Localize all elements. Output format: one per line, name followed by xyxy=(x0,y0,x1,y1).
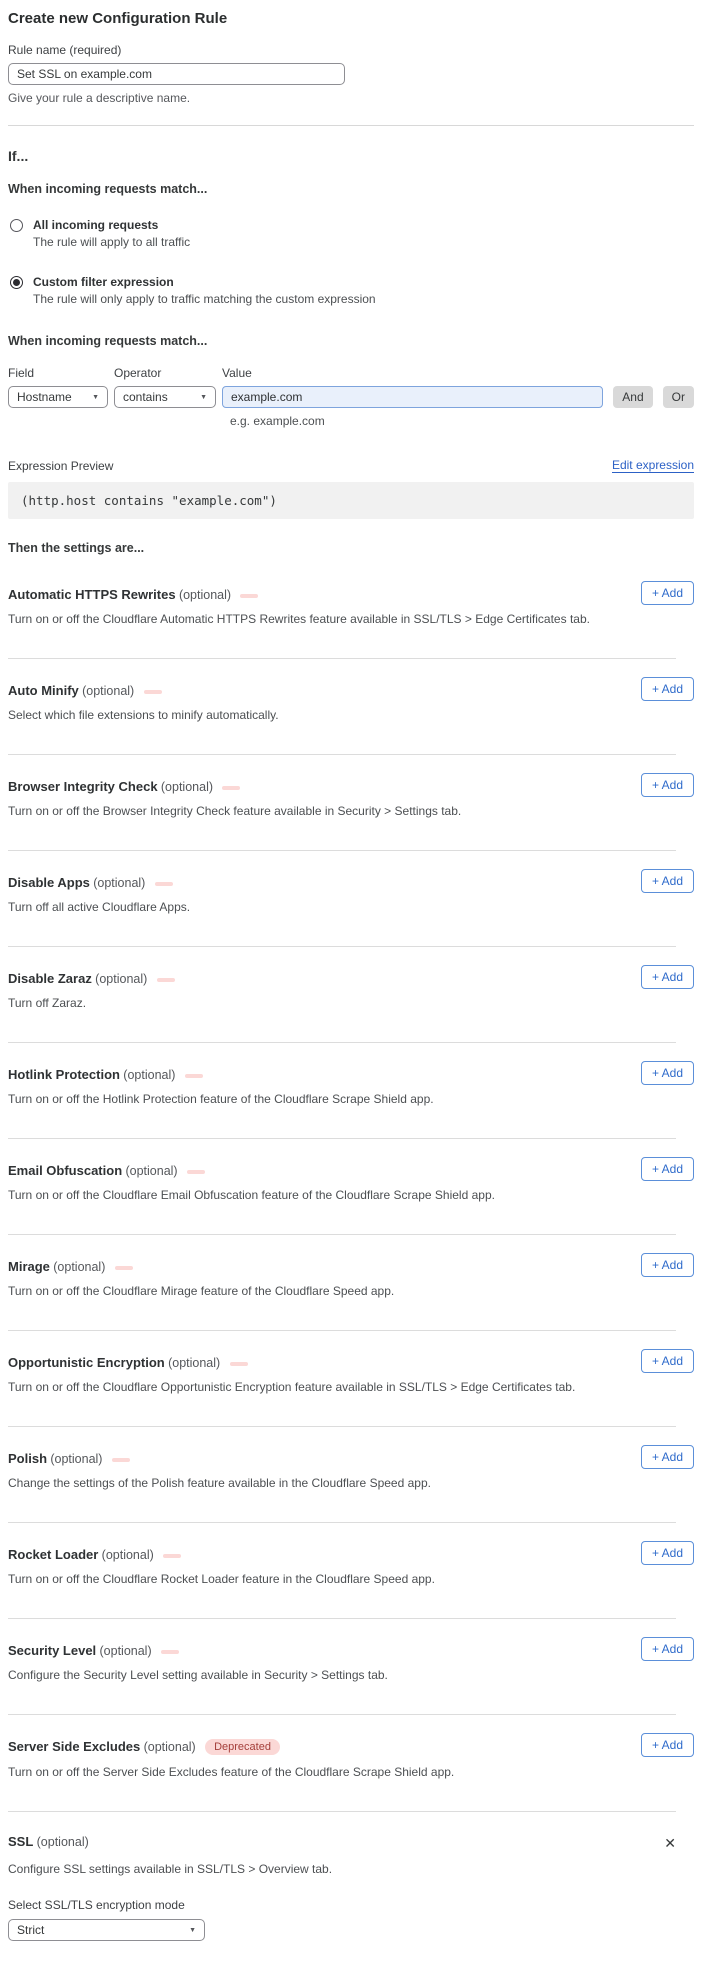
setting-optional-suffix: (optional) xyxy=(160,780,214,794)
setting-section xyxy=(8,1331,683,1427)
radio-label: All incoming requests xyxy=(33,218,159,232)
setting-section xyxy=(8,851,683,947)
filter-builder-row xyxy=(8,366,694,408)
page-title: Create new Configuration Rule xyxy=(8,10,228,27)
setting-optional-suffix: (optional) xyxy=(143,1740,196,1754)
setting-description: Change the settings of the Polish feature available in the Cloudflare Speed app. xyxy=(8,1476,431,1490)
deprecated-badge xyxy=(163,1554,181,1558)
radio-all-incoming-requests[interactable] xyxy=(8,218,694,249)
setting-description: Turn on or off the Hotlink Protection feature of the Cloudflare Scrape Shield app. xyxy=(8,1092,434,1106)
expression-preview-header xyxy=(8,458,694,473)
if-heading: If... xyxy=(8,148,29,164)
operator-label: Operator xyxy=(114,366,162,380)
deprecated-badge xyxy=(115,1266,133,1270)
chevron-down-icon: ▼ xyxy=(189,1926,196,1934)
setting-title: Auto Minify xyxy=(8,683,79,698)
ssl-setting-section xyxy=(8,1834,694,1941)
expression-preview-code: (http.host contains "example.com") xyxy=(8,482,694,519)
setting-description: Turn on or off the Cloudflare Email Obfuscation feature of the Cloudflare Scrape Shield app. xyxy=(8,1188,495,1202)
add-setting-button[interactable]: + Add xyxy=(641,773,694,797)
divider xyxy=(8,125,694,126)
add-setting-button[interactable]: + Add xyxy=(641,1061,694,1085)
deprecated-badge xyxy=(155,882,173,886)
setting-title: Automatic HTTPS Rewrites xyxy=(8,587,176,602)
close-icon[interactable]: ✕ xyxy=(664,1835,676,1851)
add-setting-button[interactable]: + Add xyxy=(641,1349,694,1373)
setting-section xyxy=(8,1619,683,1715)
expression-preview-label: Expression Preview xyxy=(8,458,114,473)
add-setting-button[interactable]: + Add xyxy=(641,581,694,605)
radio-description: The rule will apply to all traffic xyxy=(33,235,191,249)
setting-section xyxy=(8,1235,683,1331)
setting-optional-suffix: (optional) xyxy=(168,1356,221,1370)
setting-optional-suffix: (optional) xyxy=(82,684,135,698)
value-label: Value xyxy=(222,366,252,380)
deprecated-badge xyxy=(185,1074,203,1078)
setting-description: Turn off all active Cloudflare Apps. xyxy=(8,900,191,914)
radio-label: Custom filter expression xyxy=(33,275,174,289)
setting-description: Turn on or off the Browser Integrity Check feature available in Security > Settings tab. xyxy=(8,804,462,818)
rule-name-label: Rule name (required) xyxy=(8,43,122,57)
deprecated-badge xyxy=(222,786,240,790)
add-setting-button[interactable]: + Add xyxy=(641,1733,694,1757)
deprecated-badge xyxy=(240,594,258,598)
add-setting-button[interactable]: + Add xyxy=(641,965,694,989)
radio-icon[interactable] xyxy=(10,276,23,289)
setting-optional-suffix: (optional) xyxy=(99,1644,152,1658)
setting-title: Browser Integrity Check xyxy=(8,779,158,794)
setting-section xyxy=(8,1139,683,1235)
deprecated-badge xyxy=(230,1362,248,1366)
setting-title: Rocket Loader xyxy=(8,1547,99,1562)
operator-select-value: contains xyxy=(123,390,168,404)
setting-section xyxy=(8,659,683,755)
ssl-setting-title: SSL xyxy=(8,1834,34,1849)
value-input[interactable] xyxy=(222,386,603,408)
deprecated-badge xyxy=(161,1650,179,1654)
field-label: Field xyxy=(8,366,35,380)
or-button[interactable]: Or xyxy=(663,386,694,408)
settings-list xyxy=(8,563,694,1812)
setting-section xyxy=(8,1523,683,1619)
add-setting-button[interactable]: + Add xyxy=(641,1541,694,1565)
deprecated-badge xyxy=(144,690,162,694)
setting-description: Turn on or off the Cloudflare Opportunistic Encryption feature available in SSL/TLS > Edge Certificates tab. xyxy=(8,1380,576,1394)
setting-optional-suffix: (optional) xyxy=(178,588,232,602)
add-setting-button[interactable]: + Add xyxy=(641,1445,694,1469)
ssl-mode-select[interactable] xyxy=(8,1919,205,1941)
setting-description: Turn on or off the Cloudflare Automatic HTTPS Rewrites feature available in SSL/TLS > Edge Certificates tab. xyxy=(8,612,590,626)
setting-description: Turn on or off the Server Side Excludes feature of the Cloudflare Scrape Shield app. xyxy=(8,1765,455,1779)
setting-title: Server Side Excludes xyxy=(8,1739,141,1754)
setting-optional-suffix: (optional) xyxy=(50,1452,103,1466)
setting-description: Turn on or off the Cloudflare Mirage feature of the Cloudflare Speed app. xyxy=(8,1284,395,1298)
deprecated-badge xyxy=(187,1170,205,1174)
add-setting-button[interactable]: + Add xyxy=(641,1157,694,1181)
rule-name-input[interactable] xyxy=(8,63,345,85)
setting-section xyxy=(8,947,683,1043)
ssl-description: Configure SSL settings available in SSL/TLS > Overview tab. xyxy=(8,1862,333,1876)
setting-title: Hotlink Protection xyxy=(8,1067,120,1082)
setting-title: Disable Apps xyxy=(8,875,90,890)
setting-title: Polish xyxy=(8,1451,48,1466)
ssl-optional-suffix: (optional) xyxy=(36,1835,89,1849)
ssl-mode-select-value: Strict xyxy=(17,1923,45,1937)
ssl-mode-label: Select SSL/TLS encryption mode xyxy=(8,1898,185,1912)
field-select-value: Hostname xyxy=(17,390,72,404)
setting-description: Select which file extensions to minify automatically. xyxy=(8,708,279,722)
setting-optional-suffix: (optional) xyxy=(93,876,146,890)
setting-section xyxy=(8,755,683,851)
setting-description: Turn on or off the Cloudflare Rocket Loader feature in the Cloudflare Speed app. xyxy=(8,1572,435,1586)
deprecated-badge xyxy=(157,978,175,982)
setting-section xyxy=(8,1715,683,1812)
edit-expression-link[interactable]: Edit expression xyxy=(611,458,694,472)
setting-description: Configure the Security Level setting available in Security > Settings tab. xyxy=(8,1668,388,1682)
operator-select[interactable] xyxy=(114,386,216,408)
deprecated-badge xyxy=(112,1458,130,1462)
radio-description: The rule will only apply to traffic matching the custom expression xyxy=(33,292,376,306)
field-select[interactable] xyxy=(8,386,108,408)
and-button[interactable]: And xyxy=(613,386,652,408)
add-setting-button[interactable]: + Add xyxy=(641,1253,694,1277)
setting-optional-suffix: (optional) xyxy=(125,1164,178,1178)
add-setting-button[interactable]: + Add xyxy=(641,677,694,701)
setting-title: Opportunistic Encryption xyxy=(8,1355,165,1370)
setting-title: Mirage xyxy=(8,1259,50,1274)
radio-icon[interactable] xyxy=(10,219,23,232)
setting-optional-suffix: (optional) xyxy=(101,1548,154,1562)
chevron-down-icon: ▼ xyxy=(92,393,99,401)
setting-description: Turn off Zaraz. xyxy=(8,996,87,1010)
value-hint: e.g. example.com xyxy=(230,414,325,428)
then-settings-heading: Then the settings are... xyxy=(8,541,145,555)
deprecated-badge: Deprecated xyxy=(205,1739,280,1755)
chevron-down-icon: ▼ xyxy=(200,393,207,401)
incoming-requests-match-heading: When incoming requests match... xyxy=(8,182,208,196)
setting-title: Email Obfuscation xyxy=(8,1163,123,1178)
setting-optional-suffix: (optional) xyxy=(53,1260,106,1274)
setting-optional-suffix: (optional) xyxy=(123,1068,176,1082)
setting-section xyxy=(8,563,683,659)
add-setting-button[interactable]: + Add xyxy=(641,1637,694,1661)
setting-section xyxy=(8,1427,683,1523)
radio-custom-filter-expression[interactable] xyxy=(8,275,694,306)
rule-name-help: Give your rule a descriptive name. xyxy=(8,91,191,105)
setting-title: Security Level xyxy=(8,1643,97,1658)
setting-optional-suffix: (optional) xyxy=(95,972,148,986)
add-setting-button[interactable]: + Add xyxy=(641,869,694,893)
setting-title: Disable Zaraz xyxy=(8,971,92,986)
setting-section xyxy=(8,1043,683,1139)
filter-heading: When incoming requests match... xyxy=(8,334,208,348)
